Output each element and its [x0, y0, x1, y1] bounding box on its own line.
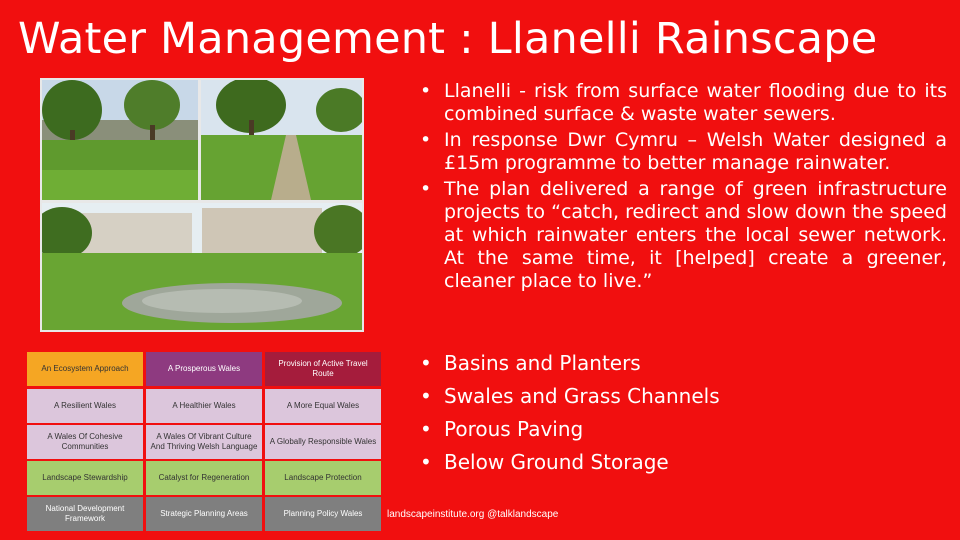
landscape-protection-box: Landscape Protection: [265, 461, 381, 495]
planning-policy-wales-box: Planning Policy Wales: [265, 497, 381, 531]
measures-bullet-list: [420, 347, 820, 479]
globally-responsible-box: A Globally Responsible Wales: [265, 425, 381, 459]
bullet-item: • The plan delivered a range of green infrastructure projects to “catch, redirect and slow down the speed at which rainwater enters the local sewer network. At the same time, it [helped] create a greener, cleaner place to live.”: [420, 178, 947, 293]
strategic-planning-areas-box: Strategic Planning Areas: [146, 497, 262, 531]
ecosystem-approach-box: An Ecosystem Approach: [27, 352, 143, 386]
more-equal-wales-box: A More Equal Wales: [265, 389, 381, 423]
bullet-item: • Porous Paving: [420, 413, 820, 446]
park-photo-trees: [42, 80, 198, 200]
bullet-item: • Swales and Grass Channels: [420, 380, 820, 413]
cohesive-communities-box: A Wales Of Cohesive Communities: [27, 425, 143, 459]
catalyst-regeneration-box: Catalyst for Regeneration: [146, 461, 262, 495]
intro-bullet-list: [420, 80, 947, 296]
vibrant-culture-box: A Wales Of Vibrant Culture And Thriving Welsh Language: [146, 425, 262, 459]
resilient-wales-box: A Resilient Wales: [27, 389, 143, 423]
national-development-framework-box: National Development Framework: [27, 497, 143, 531]
page-title: Water Management : Llanelli Rainscape: [18, 14, 878, 64]
bullet-item: • In response Dwr Cymru – Welsh Water designed a £15m programme to better manage rainwater.: [420, 129, 947, 175]
footer-credit: landscapeinstitute.org @talklandscape: [387, 509, 559, 520]
prosperous-wales-box: A Prosperous Wales: [146, 352, 262, 386]
active-travel-route-box: Provision of Active Travel Route: [265, 352, 381, 386]
park-photo-basin: [42, 203, 362, 330]
healthier-wales-box: A Healthier Wales: [146, 389, 262, 423]
park-photo-path: [201, 80, 362, 200]
photo-collage: [40, 78, 364, 332]
bullet-item: • Below Ground Storage: [420, 446, 820, 479]
policy-grid: [27, 352, 383, 532]
bullet-item: • Llanelli - risk from surface water flooding due to its combined surface & waste water sewers.: [420, 80, 947, 126]
bullet-item: • Basins and Planters: [420, 347, 820, 380]
landscape-stewardship-box: Landscape Stewardship: [27, 461, 143, 495]
